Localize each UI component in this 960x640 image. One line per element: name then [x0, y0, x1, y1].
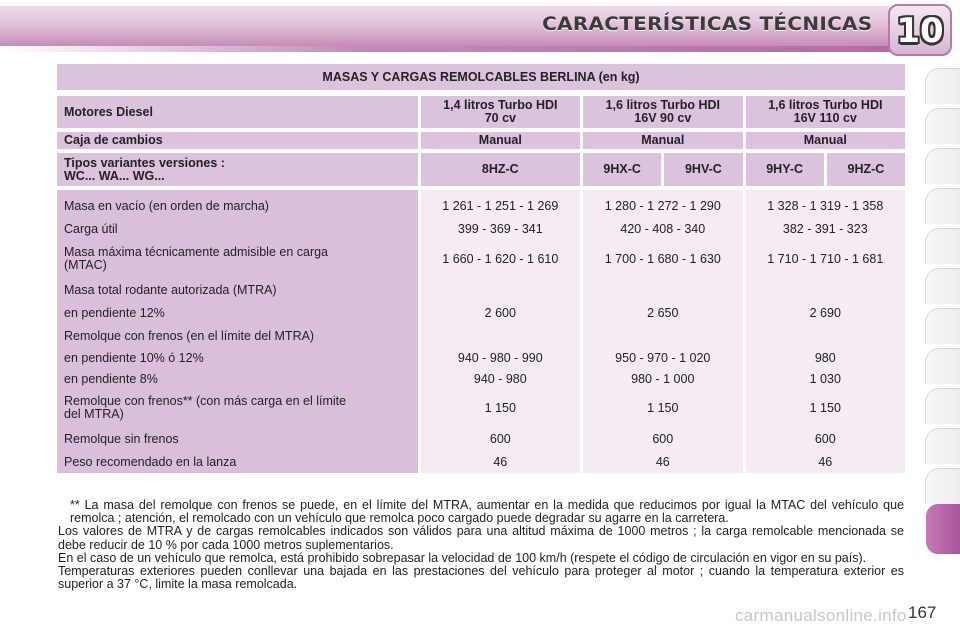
- row-label-line1: Remolque con frenos** (con más carga en el límite: [64, 394, 347, 408]
- table-cell: 940 - 980: [473, 371, 527, 386]
- tipos-label-line1: Tipos variantes versiones :: [64, 155, 225, 170]
- table-cell: 2 650: [647, 305, 679, 320]
- side-tab[interactable]: [925, 468, 960, 504]
- row-label: [57, 240, 418, 278]
- table-cell: 46: [493, 454, 508, 469]
- engine-line2: 16V 90 cv: [634, 111, 692, 125]
- row-label-line2: del MTRA): [64, 407, 124, 421]
- variant-code: 9HX-C: [583, 153, 661, 186]
- row-labels-column: [57, 190, 418, 473]
- row-label: Remolque con frenos (en el límite del MTRA): [64, 328, 315, 343]
- table-cell: 1 261 - 1 251 - 1 269: [442, 198, 559, 213]
- table-cell: 940 - 980 - 990: [457, 350, 543, 365]
- footnote: ** La masa del remolque con frenos se puede, en el límite del MTRA, aumentar en la medida que reducimos por igual la MTAC del vehículo que remolca ; atención, el remolcado con un vehículo que remolca poco cargado puede degradar su agarre en la carretera.: [70, 498, 904, 526]
- chapter-badge: [888, 4, 952, 56]
- side-tab[interactable]: [925, 388, 960, 424]
- table-cell: 600: [652, 431, 674, 446]
- table-cell: 420 - 408 - 340: [620, 221, 706, 236]
- row-label: en pendiente 8%: [64, 371, 158, 386]
- watermark: carmanualsonline.info: [735, 606, 907, 625]
- engine-line1: 1,6 litros Turbo HDI: [605, 98, 720, 112]
- table-cell: 1 150: [647, 400, 679, 415]
- table-cell: 1 710 - 1 710 - 1 681: [767, 251, 884, 266]
- footnote: En el caso de un vehículo que remolca, está prohibido sobrepasar la velocidad de 100 km/h (respete el código de circulación en vigor en su país).: [58, 550, 867, 565]
- footnote: Los valores de MTRA y de cargas remolcables indicados son válidos para una altitud máxima de 1000 metros ; la carga remolcable mencionada se debe reducir de 10 % por cada 1000 metros suplementarios.: [58, 524, 904, 552]
- table-body: [57, 190, 905, 473]
- engine-line1: 1,6 litros Turbo HDI: [768, 98, 883, 112]
- table-cell: [746, 324, 905, 347]
- row-label-line1: Masa máxima técnicamente admisible en carga: [64, 245, 329, 259]
- side-tab[interactable]: [925, 348, 960, 384]
- variant-code: 9HV-C: [664, 153, 742, 186]
- engine-line2: 16V 110 cv: [793, 111, 857, 125]
- table-cell: 2 690: [809, 305, 841, 320]
- table-cell: 46: [818, 454, 833, 469]
- table-cell: 1 280 - 1 272 - 1 290: [604, 198, 721, 213]
- caja-value: Manual: [746, 132, 905, 149]
- table-cell: [583, 324, 742, 347]
- row-label-line2: (MTAC): [64, 258, 107, 272]
- table-cell: 1 030: [809, 371, 841, 386]
- side-tab[interactable]: [925, 428, 960, 464]
- table-cell: 1 660 - 1 620 - 1 610: [442, 251, 559, 266]
- chapter-number: 10: [896, 11, 944, 51]
- caja-label: Caja de cambios: [57, 132, 418, 149]
- table-cell: 399 - 369 - 341: [457, 221, 543, 236]
- table-cell: [583, 278, 742, 301]
- table-cell: [746, 278, 905, 301]
- masses-table: [57, 64, 905, 473]
- table-cell: 1 328 - 1 319 - 1 358: [767, 198, 884, 213]
- engine-header: [746, 96, 905, 128]
- row-label: Peso recomendado en la lanza: [64, 454, 237, 469]
- variant-code: 9HY-C: [746, 153, 824, 186]
- engine-header: [421, 96, 580, 128]
- side-tab[interactable]: [925, 148, 960, 184]
- footnote: Temperaturas exteriores pueden conllevar una bajada en las prestaciones del vehículo para proteger al motor ; cuando la temperatura exterior es superior a 37 °C, limite la masa remolcada.: [58, 564, 904, 592]
- row-label: en pendiente 12%: [64, 305, 165, 320]
- table-title: MASAS Y CARGAS REMOLCABLES BERLINA (en kg): [57, 64, 905, 90]
- row-label: Masa en vacío (en orden de marcha): [64, 198, 269, 213]
- table-row-tipos: [57, 153, 905, 186]
- row-label: Carga útil: [64, 221, 118, 236]
- variant-code: 9HZ-C: [827, 153, 905, 186]
- values-column: [421, 190, 580, 473]
- table-cell: 950 - 970 - 1 020: [615, 350, 711, 365]
- table-cell: 600: [489, 431, 511, 446]
- table-cell: [421, 278, 580, 301]
- row-label: en pendiente 10% ó 12%: [64, 350, 204, 365]
- caja-value: Manual: [583, 132, 742, 149]
- table-row-motores: [57, 96, 905, 128]
- values-column: [583, 190, 742, 473]
- side-tab[interactable]: [925, 228, 960, 264]
- table-cell: 600: [814, 431, 836, 446]
- table-cell: 382 - 391 - 323: [782, 221, 868, 236]
- caja-value: Manual: [421, 132, 580, 149]
- tipos-label: [57, 153, 418, 186]
- table-cell: 2 600: [484, 305, 516, 320]
- engine-header: [583, 96, 742, 128]
- page-number: 167: [908, 603, 937, 622]
- table-cell: 1 700 - 1 680 - 1 630: [604, 251, 721, 266]
- engine-line1: 1,4 litros Turbo HDI: [443, 98, 558, 112]
- side-tab[interactable]: [925, 188, 960, 224]
- table-cell: [421, 324, 580, 347]
- side-tab-active[interactable]: [926, 504, 960, 554]
- table-cell: 1 150: [809, 400, 841, 415]
- side-tabs: [925, 68, 960, 588]
- side-tab[interactable]: [925, 68, 960, 104]
- table-cell: 1 150: [484, 400, 516, 415]
- table-cell: 980: [814, 350, 836, 365]
- motores-label: Motores Diesel: [57, 96, 418, 128]
- table-row-caja: [57, 132, 905, 149]
- tipos-label-line2: WC... WA... WG...: [64, 168, 165, 183]
- row-label: Masa total rodante autorizada (MTRA): [64, 282, 277, 297]
- row-label: [57, 389, 418, 427]
- page-header: [0, 0, 960, 60]
- values-column: [746, 190, 905, 473]
- section-title: CARACTERÍSTICAS TÉCNICAS: [542, 13, 873, 35]
- side-tab[interactable]: [925, 268, 960, 304]
- engine-line2: 70 cv: [484, 111, 516, 125]
- table-cell: 980 - 1 000: [631, 371, 695, 386]
- row-label: Remolque sin frenos: [64, 431, 179, 446]
- side-tab[interactable]: [925, 108, 960, 144]
- side-tab[interactable]: [925, 308, 960, 344]
- footnotes: [58, 499, 904, 591]
- table-cell: 46: [655, 454, 670, 469]
- variant-code: 8HZ-C: [421, 153, 580, 186]
